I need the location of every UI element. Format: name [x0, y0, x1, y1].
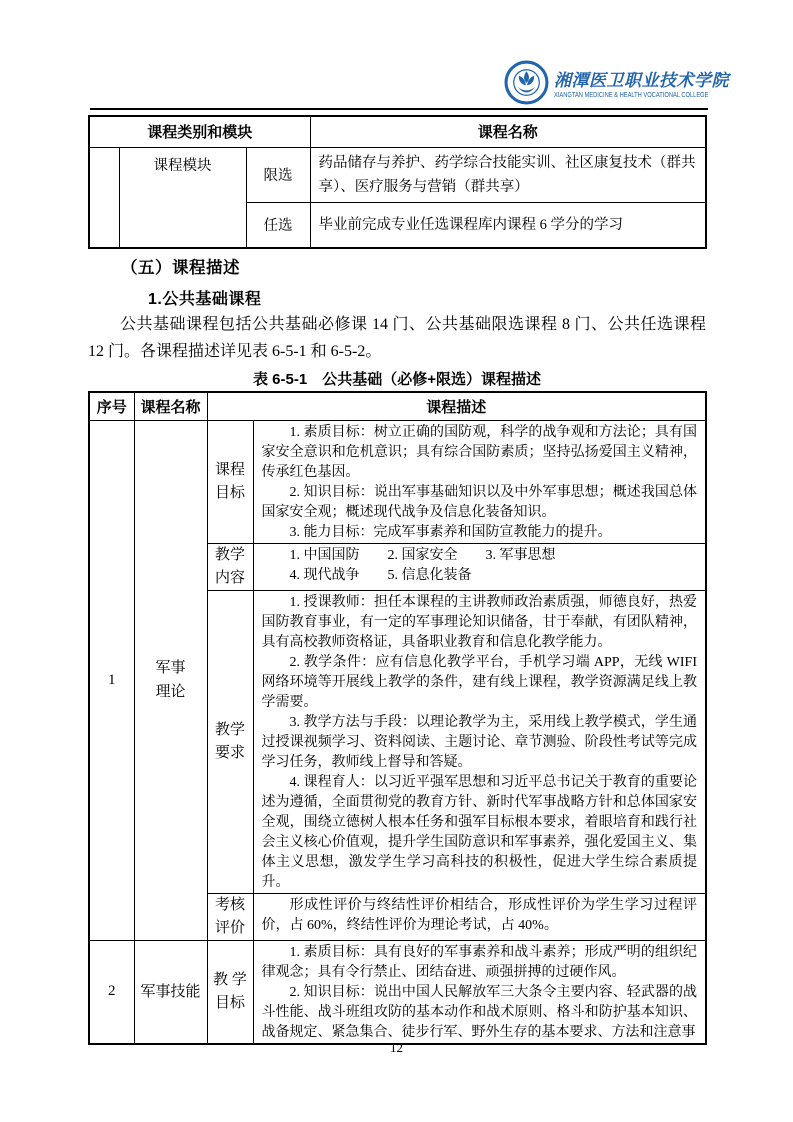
- section-label-cell: 考核 评价: [207, 893, 253, 940]
- col-header-category: 课程类别和模块: [89, 116, 310, 147]
- empty-cell: [89, 147, 119, 248]
- course-module-table: [88, 115, 707, 249]
- col-header-desc: 课程描述: [207, 392, 706, 420]
- type-cell-optional: 任选: [246, 202, 310, 248]
- col-header-name: 课程名称: [134, 392, 207, 420]
- section-label-cell: 教 学 目标: [207, 940, 253, 1044]
- desc-paragraph: 4. 课程育人：以习近平强军思想和习近平总书记关于教育的重要论述为遵循，全面贯彻党的教育方针、新时代军事战略方针和总体国家安全观，围绕立德树人根本任务和强军目标根本要求，着眼培育和践行社会主义核心价值观，提升学生国防意识和军事素养，强化爱国主义、集体主义思想，激发学生学习高科技的积极性，促进大学生综合素质提升。: [261, 774, 697, 890]
- desc-paragraph: 1. 素质目标：树立正确的国防观，科学的战争观和方法论；具有国家安全意识和危机意识；具有综合国防素质；坚持弘扬爱国主义精神，传承红色基因。: [261, 424, 697, 480]
- course-no-cell: 2: [89, 940, 134, 1044]
- intro-paragraph: 公共基础课程包括公共基础必修课 14 门、公共基础限选课程 8 门、公共任选课程 12 门。各课程描述详见表 6-5-1 和 6-5-2。: [88, 316, 706, 360]
- desc-paragraph: 2. 教学条件：应有信息化教学平台，手机学习端 APP，无线 WIFI 网络环境等开展线上教学的条件，建有线上课程，教学资源满足线上教学需要。: [261, 654, 697, 710]
- desc-paragraph: 1. 授课教师：担任本课程的主讲教师政治素质强，师德良好，热爱国防教育事业，有一定的军事理论知识储备，甘于奉献，有团队精神，具有高校教师资格证，具备职业教育和信息化教学能力。: [261, 594, 697, 650]
- section-desc-cell: [253, 590, 706, 893]
- desc-paragraph: 1. 中国国防 2. 国家安全 3. 军事思想: [289, 547, 556, 563]
- section-label-cell: 教学 内容: [207, 543, 253, 590]
- header-rule: [90, 108, 708, 110]
- module-cell: 课程模块: [119, 147, 246, 248]
- page-number: 12: [390, 1040, 403, 1055]
- courses-cell-limited: 药品储存与养护、药学综合技能实训、社区康复技术（群共享）、医疗服务与营销（群共享）: [310, 147, 706, 202]
- col-header-course-name: 课程名称: [310, 116, 706, 147]
- desc-paragraph: 4. 现代战争 5. 信息化装备: [289, 567, 472, 583]
- section-desc-cell: [253, 543, 706, 590]
- section-label-cell: 课程 目标: [207, 420, 253, 543]
- college-logo: [504, 60, 742, 105]
- type-cell-limited: 限选: [246, 147, 310, 202]
- desc-paragraph: 1. 素质目标：具有良好的军事素养和战斗素养；形成严明的组织纪律观念；具有令行禁止、团结奋进、顽强拼搏的过硬作风。: [261, 944, 697, 980]
- section-desc-cell: [253, 893, 706, 940]
- desc-paragraph: 2. 知识目标：说出军事基础知识以及中外军事思想；概述我国总体国家安全观；概述现代战争及信息化装备知识。: [261, 484, 697, 520]
- section-heading: （五）课程描述: [121, 259, 240, 277]
- college-name-zh: 湘潭医卫职业技术学院: [554, 71, 729, 90]
- col-header-no: 序号: [89, 392, 134, 420]
- college-emblem-icon: [504, 60, 549, 105]
- desc-paragraph: 3. 能力目标：完成军事素养和国防宣教能力的提升。: [289, 524, 612, 540]
- course-no-cell: 1: [89, 420, 134, 940]
- section-label-cell: 教学 要求: [207, 590, 253, 893]
- course-description-table: [88, 391, 707, 1045]
- college-name-en: XIANGTAN MEDICINE & HEALTH VOCATIONAL COLLEGE: [554, 92, 709, 99]
- desc-paragraph: 3. 教学方法与手段：以理论教学为主，采用线上教学模式，学生通过授课视频学习、资料阅读、主题讨论、章节测验、阶段性考试等完成学习任务，教师线上督导和答疑。: [261, 714, 697, 770]
- table-caption: 表 6-5-1 公共基础（必修+限选）课程描述: [253, 371, 541, 388]
- course-name-cell: 军事 理论: [134, 420, 207, 940]
- subsection-heading: 1.公共基础课程: [148, 291, 262, 308]
- section-desc-cell: [253, 940, 706, 1044]
- desc-paragraph: 2. 知识目标：说出中国人民解放军三大条令主要内容、轻武器的战斗性能、战斗班组攻防的基本动作和战术原则、格斗和防护基本知识、战备规定、紧急集合、徒步行军、野外生存的基本要求、方法和注意事: [261, 984, 697, 1040]
- desc-paragraph: 形成性评价与终结性评价相结合，形成性评价为学生学习过程评价，占 60%，终结性评价为理论考试，占 40%。: [261, 897, 697, 933]
- section-desc-cell: [253, 420, 706, 543]
- course-name-cell: 军事技能: [134, 940, 207, 1044]
- courses-cell-optional: 毕业前完成专业任选课程库内课程 6 学分的学习: [310, 202, 706, 248]
